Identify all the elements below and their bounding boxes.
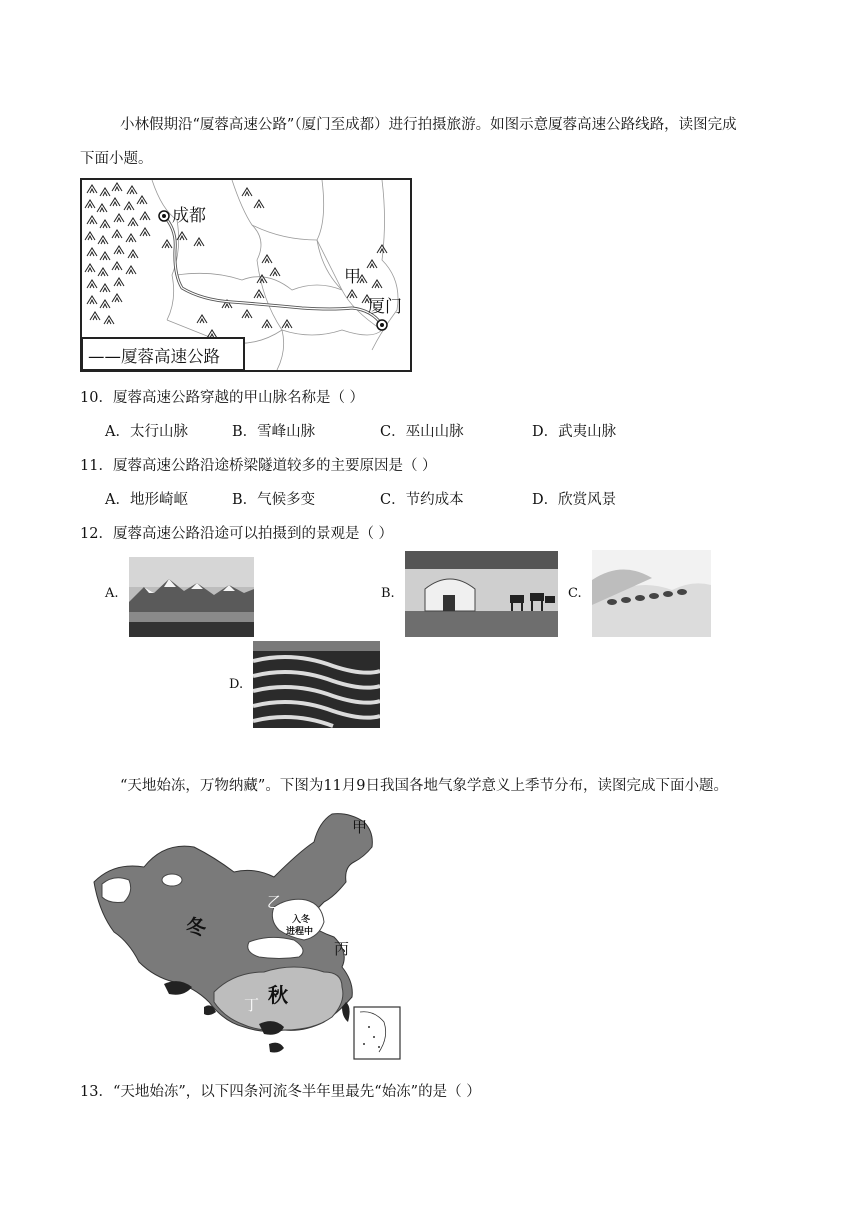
map2-label-winter: 冬 bbox=[186, 915, 206, 939]
photo-terraced-fields[interactable] bbox=[253, 641, 380, 728]
expressway-map bbox=[80, 178, 412, 372]
map2-label-autumn: 秋 bbox=[268, 983, 288, 1007]
q12-stem: 12．厦蓉高速公路沿途可以拍摄到的景观是（ ） bbox=[80, 526, 394, 542]
q10-option-b[interactable]: B．雪峰山脉 bbox=[232, 424, 316, 440]
label-jia-mountain: 甲 bbox=[344, 267, 361, 287]
q11-option-b[interactable]: B．气候多变 bbox=[232, 492, 316, 508]
q10-option-d[interactable]: D．武夷山脉 bbox=[532, 424, 617, 440]
china-season-map-svg bbox=[84, 812, 404, 1062]
expressway-map-svg bbox=[82, 180, 410, 370]
map-legend: ——厦蓉高速公路 bbox=[88, 347, 220, 366]
map2-label-entering-1: 入冬 bbox=[292, 915, 311, 925]
map2-label-yi: 乙 bbox=[267, 893, 283, 911]
photo-snow-mountain[interactable] bbox=[129, 557, 254, 637]
q10-option-c[interactable]: C．巫山山脉 bbox=[380, 424, 464, 440]
photo-desert-camels[interactable] bbox=[592, 550, 711, 637]
q13-stem: 13．“天地始冻”，以下四条河流冬半年里最先“始冻”的是（ ） bbox=[80, 1084, 481, 1100]
q11-stem: 11．厦蓉高速公路沿途桥梁隧道较多的主要原因是（ ） bbox=[80, 458, 437, 474]
q11-option-c[interactable]: C．节约成本 bbox=[380, 492, 464, 508]
map2-label-jia: 甲 bbox=[352, 818, 368, 836]
china-season-map bbox=[84, 812, 404, 1062]
intro-line-1: 小林假期沿“厦蓉高速公路”（厦门至成都）进行拍摄旅游。如图示意厦蓉高速公路线路，读图完成 bbox=[120, 117, 737, 133]
q12-label-d[interactable]: D. bbox=[229, 677, 244, 692]
q12-label-a[interactable]: A. bbox=[105, 586, 119, 601]
q10-stem: 10．厦蓉高速公路穿越的甲山脉名称是（ ） bbox=[80, 390, 365, 406]
intro2-paragraph: “天地始冻，万物纳藏”。下图为11月9日我国各地气象学意义上季节分布，读图完成下面小题。 bbox=[120, 778, 728, 794]
photo-yurt[interactable] bbox=[405, 551, 558, 637]
map2-label-bing: 丙 bbox=[334, 940, 350, 958]
q12-label-b[interactable]: B. bbox=[381, 586, 395, 601]
label-xiamen: 厦门 bbox=[368, 297, 402, 317]
label-chengdu: 成都 bbox=[172, 206, 206, 226]
q10-option-a[interactable]: A．太行山脉 bbox=[105, 424, 188, 440]
map2-label-ding: 丁 bbox=[244, 996, 260, 1014]
map2-label-entering-2: 进程中 bbox=[286, 927, 314, 937]
q11-option-a[interactable]: A．地形崎岖 bbox=[105, 492, 188, 508]
q12-label-c[interactable]: C. bbox=[568, 586, 582, 601]
intro-line-2: 下面小题。 bbox=[80, 151, 153, 167]
q11-option-d[interactable]: D．欣赏风景 bbox=[532, 492, 617, 508]
